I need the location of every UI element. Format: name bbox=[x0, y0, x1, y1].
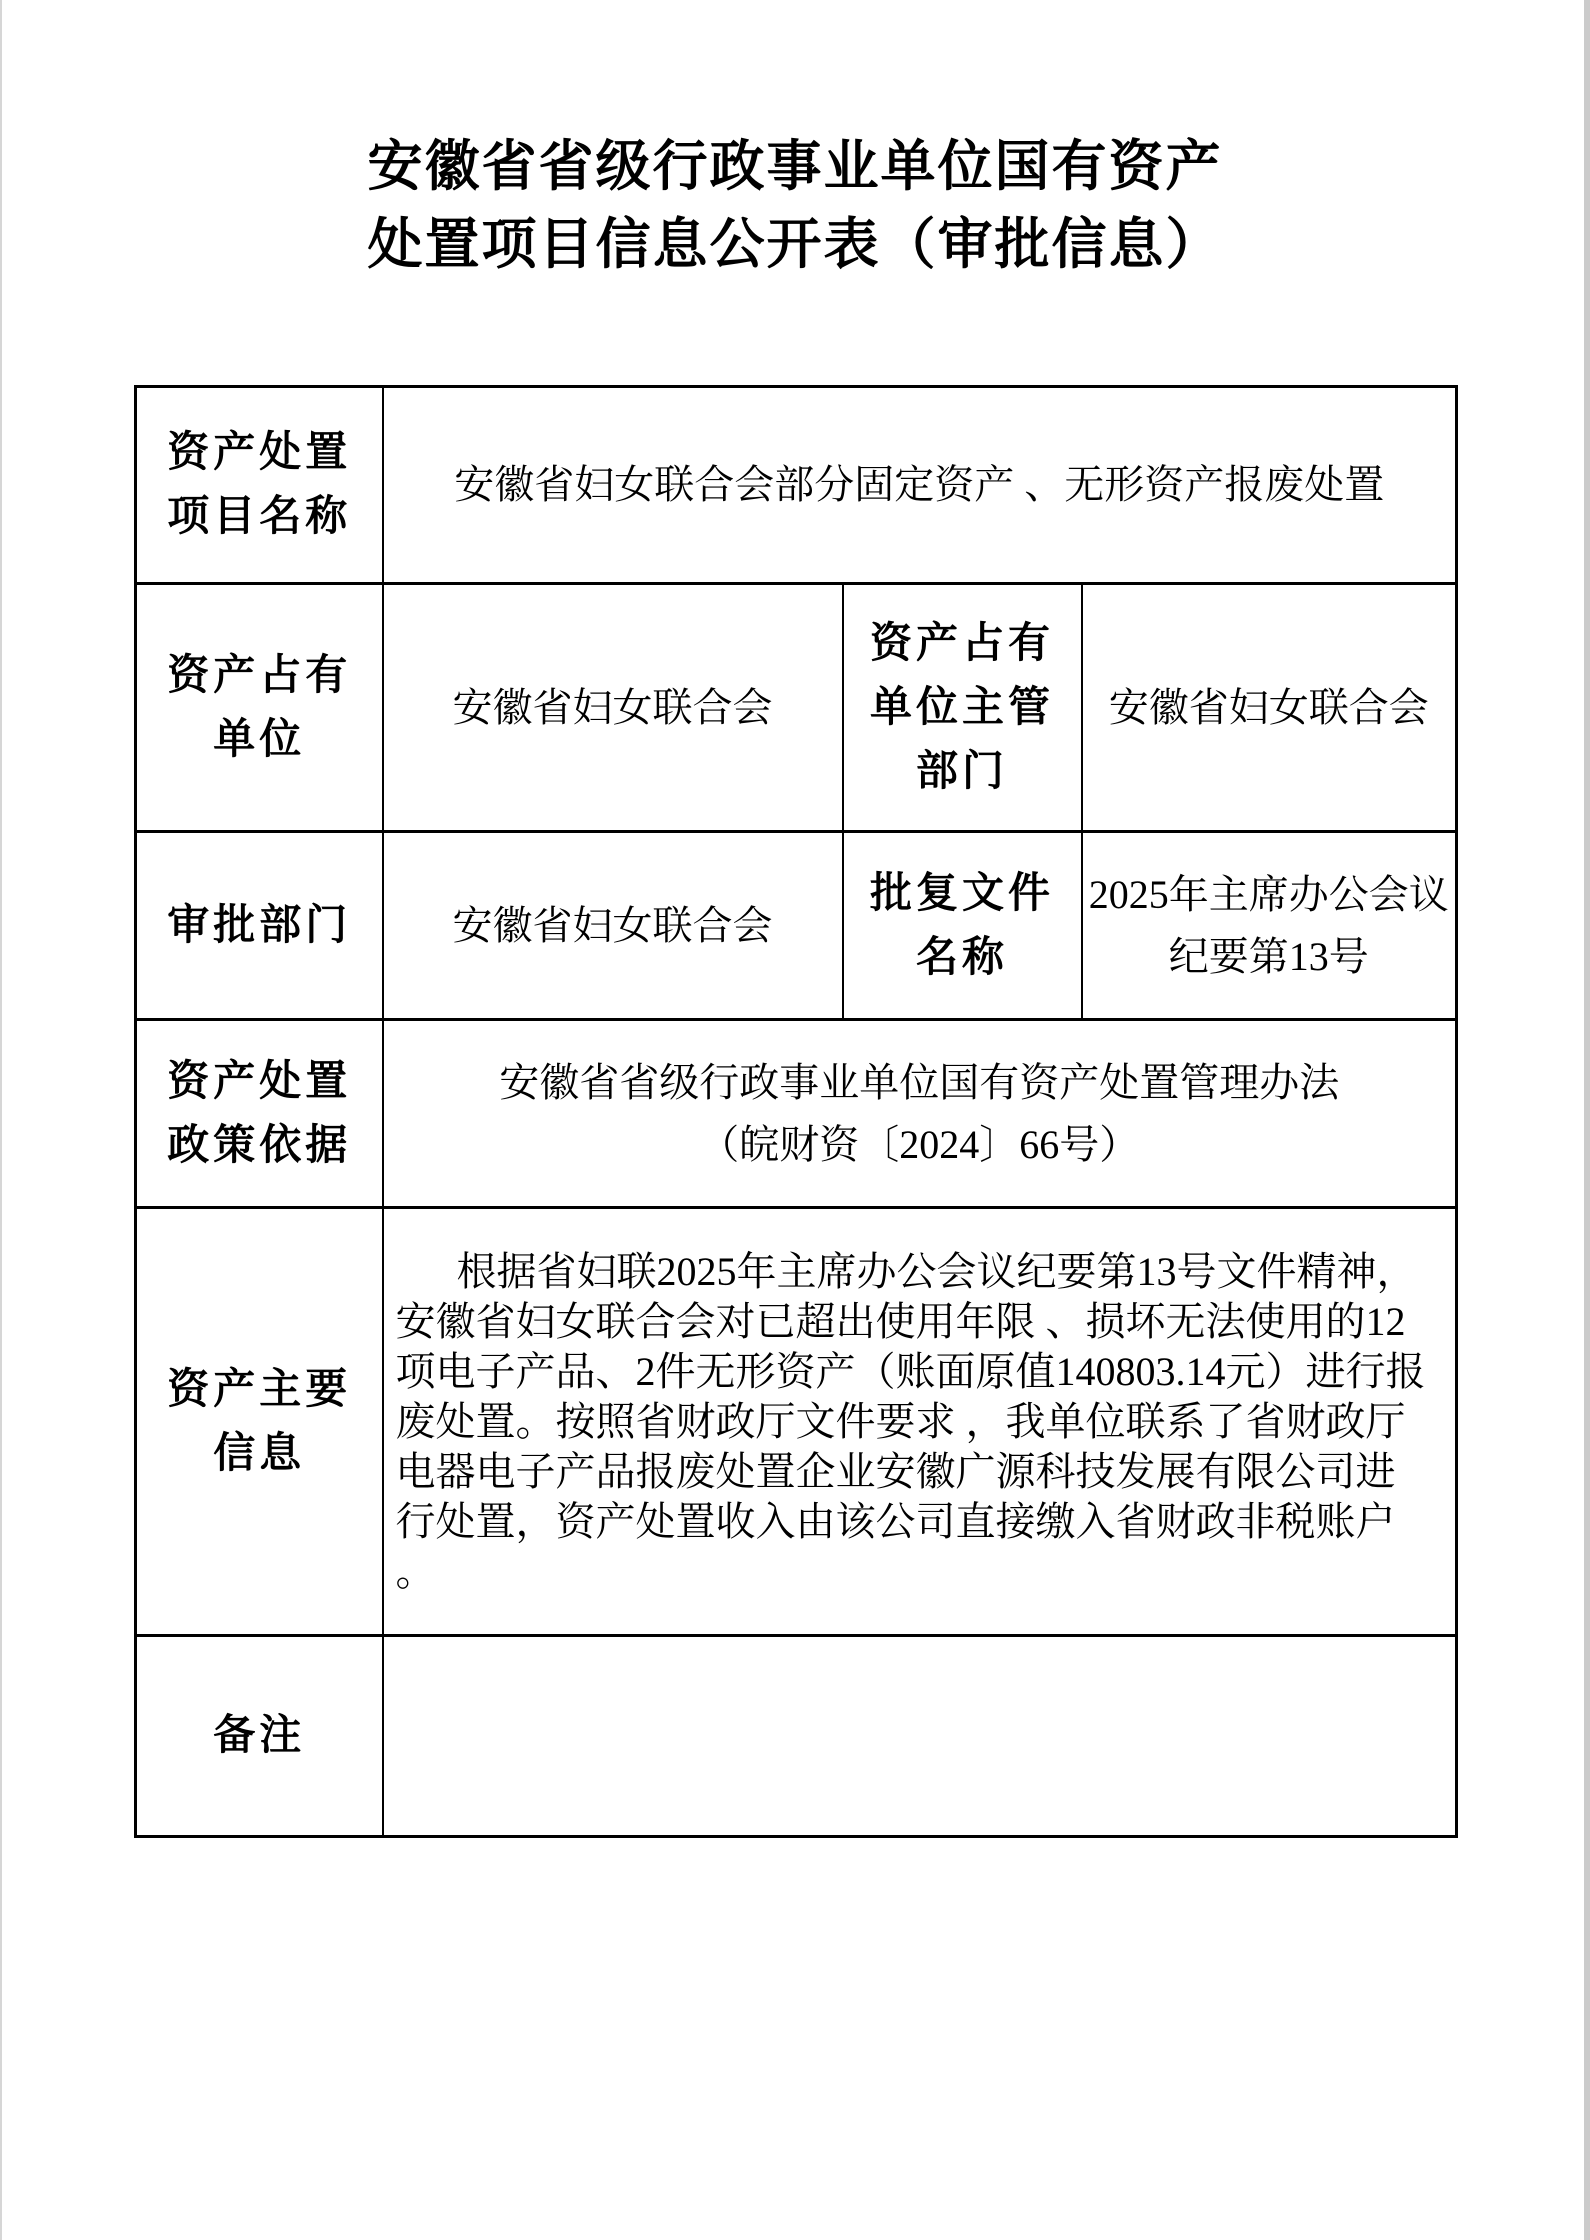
remarks-label: 备注 bbox=[213, 1713, 306, 1759]
supervisor-dept-value-cell bbox=[1082, 584, 1457, 832]
main-info-line: 根据省妇联2025年主席办公会议纪要第13号文件精神， bbox=[456, 1248, 1417, 1294]
row-holding-unit bbox=[136, 584, 1457, 832]
policy-basis-label-cell bbox=[136, 1020, 383, 1208]
row-main-info bbox=[136, 1208, 1457, 1636]
row-project-name bbox=[136, 387, 1457, 584]
supervisor-dept-label: 资产占有单位主管部门 bbox=[869, 620, 1054, 795]
row-remarks bbox=[136, 1636, 1457, 1837]
approval-dept-label-cell bbox=[136, 832, 383, 1020]
policy-basis-label: 资产处置政策依据 bbox=[167, 1058, 352, 1169]
approval-dept-value: 安徽省妇女联合会 bbox=[452, 902, 773, 948]
project-name-label-cell bbox=[136, 387, 383, 584]
document-title bbox=[0, 0, 1590, 284]
main-info-line: 电器电子产品报废处置企业安徽广源科技发展有限公司进 bbox=[395, 1448, 1396, 1494]
main-info-line: 行处置，资产处置收入由该公司直接缴入省财政非税账户 bbox=[395, 1498, 1396, 1544]
page-left-edge bbox=[0, 0, 2, 2240]
approval-dept-value-cell bbox=[383, 832, 843, 1020]
supervisor-dept-label-cell bbox=[843, 584, 1082, 832]
main-info-line: 项电子产品、2件无形资产（账面原值140803.14元）进行报 bbox=[395, 1348, 1426, 1394]
main-info-line: 。 bbox=[395, 1548, 436, 1594]
approval-dept-label: 审批部门 bbox=[167, 902, 352, 949]
main-info-line: 废处置。按照省财政厅文件要求 ，我单位联系了省财政厅 bbox=[395, 1398, 1406, 1444]
row-approval-dept bbox=[136, 832, 1457, 1020]
approval-doc-value-line1: 2025年主席办公会议 bbox=[1088, 871, 1449, 917]
holding-unit-label: 资产占有单位 bbox=[167, 652, 352, 763]
info-table bbox=[134, 385, 1458, 1838]
policy-basis-value-cell bbox=[383, 1020, 1457, 1208]
row-policy-basis bbox=[136, 1020, 1457, 1208]
approval-doc-label: 批复文件名称 bbox=[869, 870, 1054, 981]
policy-basis-value-line2: （皖财资〔2024〕66号） bbox=[699, 1121, 1140, 1167]
project-name-value-cell bbox=[383, 387, 1457, 584]
approval-doc-label-cell bbox=[843, 832, 1082, 1020]
holding-unit-value: 安徽省妇女联合会 bbox=[452, 684, 773, 730]
policy-basis-value-line1: 安徽省省级行政事业单位国有资产处置管理办法 bbox=[499, 1059, 1340, 1105]
main-info-label: 资产主要信息 bbox=[167, 1366, 352, 1477]
remarks-label-cell bbox=[136, 1636, 383, 1837]
approval-doc-value-cell bbox=[1082, 832, 1457, 1020]
supervisor-dept-value: 安徽省妇女联合会 bbox=[1108, 684, 1429, 730]
main-info-line: 安徽省妇女联合会对已超出使用年限 、损坏无法使用的12 bbox=[395, 1298, 1406, 1344]
main-info-label-cell bbox=[136, 1208, 383, 1636]
holding-unit-label-cell bbox=[136, 584, 383, 832]
document-title-line1: 安徽省省级行政事业单位国有资产 bbox=[367, 136, 1223, 197]
project-name-value: 安徽省妇女联合会部分固定资产 、无形资产报废处置 bbox=[454, 462, 1385, 507]
project-name-label: 资产处置项目名称 bbox=[167, 430, 352, 540]
page-right-edge bbox=[1584, 0, 1590, 2240]
holding-unit-value-cell bbox=[383, 584, 843, 832]
main-info-value-cell bbox=[383, 1208, 1457, 1636]
remarks-value-cell bbox=[383, 1636, 1457, 1837]
document-title-line2: 处置项目信息公开表（审批信息） bbox=[367, 214, 1223, 275]
approval-doc-value-line2: 纪要第13号 bbox=[1168, 933, 1369, 979]
